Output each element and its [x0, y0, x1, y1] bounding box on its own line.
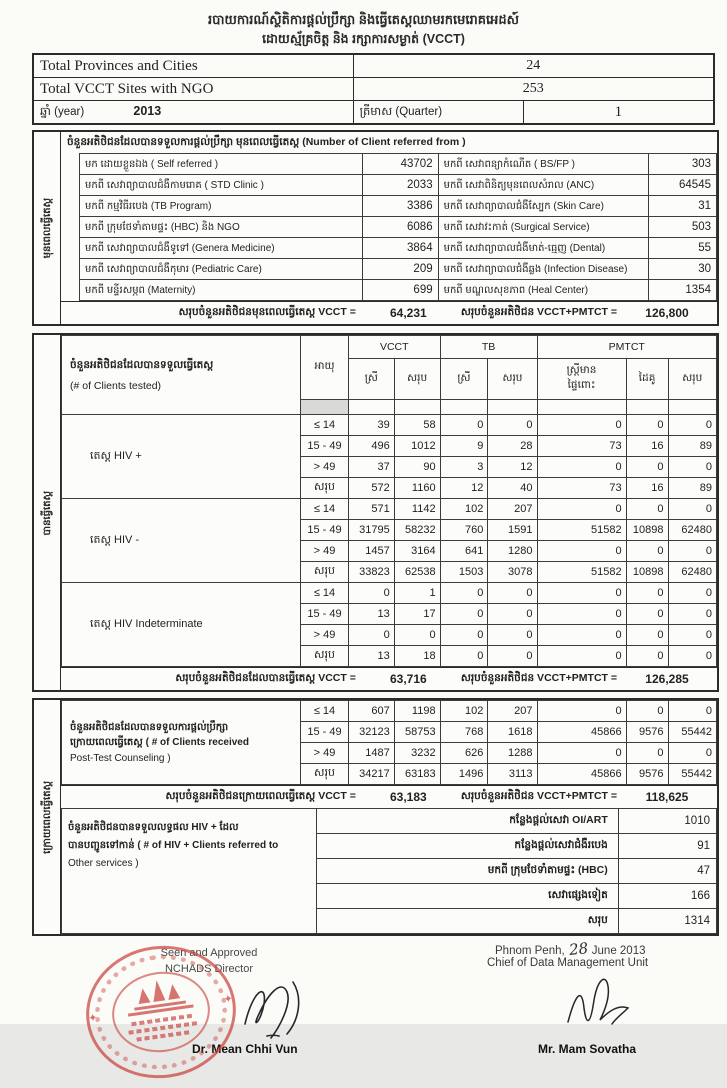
cell: 51582 — [537, 562, 626, 583]
referred-from-table — [79, 153, 717, 301]
cell: 0 — [668, 743, 717, 764]
table-row — [62, 809, 717, 834]
director-signature — [237, 972, 337, 1044]
tb-total-header: សរុប — [488, 359, 537, 400]
cell: 1457 — [348, 541, 394, 562]
report-title — [0, 0, 727, 48]
cell: 0 — [488, 415, 537, 436]
cell: 31795 — [348, 520, 394, 541]
cell: 16 — [626, 478, 668, 499]
table-row — [80, 196, 717, 217]
cell: 51582 — [537, 520, 626, 541]
cell: 0 — [668, 625, 717, 646]
referral-table — [61, 808, 717, 934]
cell: 15 - 49 — [301, 722, 349, 743]
total-sites-value: 253 — [353, 78, 714, 101]
cell: 58 — [394, 415, 440, 436]
cell: 1142 — [394, 499, 440, 520]
cell: 10898 — [626, 520, 668, 541]
cell: 3386 — [363, 196, 438, 217]
cell: មកពី សេវាពន្យាកំណើត ( BS/FP ) — [438, 154, 648, 175]
post-test-combined-label: សរុបចំនួនអតិថិជន VCCT+PMTCT = — [460, 789, 617, 802]
post-test-summary — [61, 785, 717, 808]
place-text: Phnom Penh, — [495, 945, 565, 958]
vcct-total-header: សរុប — [394, 359, 440, 400]
approval-line1: Seen and Approved — [160, 947, 258, 960]
cell: 0 — [488, 625, 537, 646]
hiv-indeterminate-group-label: តេស្ត HIV Indeterminate — [62, 583, 301, 667]
table-row — [62, 499, 717, 520]
cell: ≤ 14 — [301, 583, 349, 604]
cell: 0 — [668, 583, 717, 604]
year-cell — [33, 101, 353, 125]
cell: 0 — [668, 499, 717, 520]
chief-signature — [560, 968, 652, 1032]
cell: 12 — [440, 478, 488, 499]
cell: 0 — [626, 701, 668, 722]
cell: 9 — [440, 436, 488, 457]
cell: មកពី មណ្ឌលសុខភាព (Heal Center) — [438, 280, 648, 301]
cell: > 49 — [301, 541, 349, 562]
cell: 0 — [440, 604, 488, 625]
cell: 90 — [394, 457, 440, 478]
cell: 209 — [363, 259, 438, 280]
stamp-star-icon: ✦ — [87, 1012, 99, 1026]
cell: 1010 — [618, 809, 716, 834]
cell: 0 — [440, 583, 488, 604]
cell: មកពី សេវាពិនិត្យមុនពេលសំរាល (ANC) — [438, 175, 648, 196]
cell: 0 — [668, 646, 717, 667]
cell: 0 — [537, 457, 626, 478]
vcct-group-header: VCCT — [348, 336, 440, 359]
post-test-side-label: ក្រោយពេលធ្វើតេស្ត — [41, 780, 53, 854]
post-test-label: ចំនួនអតិថិជនដែលបានទទួលការផ្តល់ប្រឹក្សា ក្រោយពេលធ្វើតេស្ត ( # of Clients received Post-Test Counseling ) — [62, 701, 301, 785]
cell: 207 — [488, 701, 537, 722]
tested-header-en: (# of Clients tested) — [70, 379, 162, 392]
cell: 10898 — [626, 562, 668, 583]
cell: 0 — [348, 625, 394, 646]
nchads-red-stamp-icon — [78, 936, 245, 1088]
cell: 13 — [348, 646, 394, 667]
cell: 47 — [618, 859, 716, 884]
tested-header-label — [62, 336, 301, 415]
tested-header-km: ចំនួនអតិថិជនដែលបានទទួលធ្វើតេស្ត — [70, 358, 214, 371]
cell: 0 — [668, 541, 717, 562]
cell: មកពី សេវាព្យាបាលជំងឺកុមារ (Pediatric Care) — [80, 259, 363, 280]
post-test-total-value: 63,183 — [389, 790, 427, 805]
cell: 3078 — [488, 562, 537, 583]
tb-female-header: ស្រី — [440, 359, 488, 400]
pre-test-side-strip — [34, 132, 60, 324]
pre-test-side-label: មុនពេលធ្វើតេស្ត — [41, 198, 53, 259]
cell: 17 — [394, 604, 440, 625]
tested-combined-value: 126,285 — [645, 672, 689, 687]
cell: មកពី ក្រុមថែទាំតាមផ្ទះ (HBC) និង NGO — [80, 217, 363, 238]
cell: 0 — [626, 604, 668, 625]
cell: 166 — [618, 884, 716, 909]
year-label: ឆ្នាំ (year) — [40, 105, 85, 118]
total-provinces-value: 24 — [353, 54, 714, 78]
chief-name: Mr. Mam Sovatha — [538, 1042, 637, 1057]
cell: 3164 — [394, 541, 440, 562]
cell: 0 — [626, 743, 668, 764]
post-test-total-label: សរុបចំនួនអតិថិជនក្រោយពេលធ្វើតេស្ត VCCT = — [165, 789, 356, 802]
cell: 1288 — [488, 743, 537, 764]
quarter-value: 1 — [523, 101, 714, 125]
cell: 1 — [394, 583, 440, 604]
cell: 496 — [348, 436, 394, 457]
cell: 12 — [488, 457, 537, 478]
cell: កន្លែងផ្តល់សេវា OI/ART — [317, 809, 618, 834]
post-test-table — [61, 700, 717, 785]
cell: 45866 — [537, 764, 626, 785]
cell: សរុប — [301, 764, 349, 785]
cell: 15 - 49 — [301, 604, 349, 625]
tested-side-strip — [34, 335, 60, 690]
cell: 0 — [668, 415, 717, 436]
cell: 9576 — [626, 764, 668, 785]
cell: 0 — [537, 583, 626, 604]
cell: 15 - 49 — [301, 436, 349, 457]
cell: 55 — [648, 238, 716, 259]
tested-table — [61, 335, 717, 667]
pre-test-total-value: 64,231 — [389, 306, 427, 321]
cell: មកពី ក្រុមថែទាំតាមផ្ទះ (HBC) — [317, 859, 618, 884]
table-row — [80, 154, 717, 175]
cell: 32123 — [348, 722, 394, 743]
table-row — [80, 175, 717, 196]
cell: 0 — [626, 499, 668, 520]
cell: 89 — [668, 478, 717, 499]
cell: 1160 — [394, 478, 440, 499]
cell: 62538 — [394, 562, 440, 583]
cell: 30 — [648, 259, 716, 280]
tested-total-label: សរុបចំនួនអតិថិជនដែលបានធ្វើតេស្ត VCCT = — [175, 671, 356, 684]
table-row — [33, 101, 714, 125]
cell: 607 — [348, 701, 394, 722]
report-title-line2: ដោយស្ម័គ្រចិត្ត និង រក្សាការសម្ងាត់ (VCCT) — [262, 31, 465, 46]
table-row — [80, 217, 717, 238]
cell: 58753 — [394, 722, 440, 743]
tested-combined-label: សរុបចំនួនអតិថិជន VCCT+PMTCT = — [460, 671, 617, 684]
cell: មកពី សេវាព្យាបាលជំងឺឆ្លង (Infection Disease) — [438, 259, 648, 280]
post-test-combined-value: 118,625 — [645, 790, 689, 805]
cell: 28 — [488, 436, 537, 457]
cell: 3113 — [488, 764, 537, 785]
cell: ≤ 14 — [301, 701, 349, 722]
approval-line2: NCHADS Director — [164, 963, 253, 976]
pre-test-section — [32, 130, 719, 326]
chief-role: Chief of Data Management Unit — [487, 957, 649, 970]
cell: 58232 — [394, 520, 440, 541]
cell: 62480 — [668, 562, 717, 583]
cell: 0 — [488, 583, 537, 604]
cell: 0 — [668, 457, 717, 478]
cell: 3 — [440, 457, 488, 478]
pre-test-title: ចំនួនអតិថិជនដែលបានទទួលការផ្តល់ប្រឹក្សា មុនពេលធ្វើតេស្ត (Number of Client referred from ) — [67, 136, 466, 149]
cell: 0 — [626, 625, 668, 646]
table-row — [62, 415, 717, 436]
cell: 641 — [440, 541, 488, 562]
cell: 102 — [440, 499, 488, 520]
pmtct-partner-header: ដៃគូ — [626, 359, 668, 400]
total-sites-label: Total VCCT Sites with NGO — [33, 78, 353, 101]
cell: សេវាផ្សេងទៀត — [317, 884, 618, 909]
table-row — [80, 280, 717, 301]
pmtct-group-header: PMTCT — [537, 336, 716, 359]
referral-label: ចំនួនអតិថិជនបានទទួលលទ្ធផល HIV + ដែល បានបញ្ជូនទៅកាន់ ( # of HIV + Clients referred to Other services ) — [62, 809, 317, 934]
date-text: June 2013 — [591, 945, 646, 958]
cell: 1591 — [488, 520, 537, 541]
cell: 3232 — [394, 743, 440, 764]
cell: សរុប — [301, 646, 349, 667]
year-value: 2013 — [133, 103, 162, 118]
cell: 33823 — [348, 562, 394, 583]
cell: 13 — [348, 604, 394, 625]
cell: 0 — [626, 415, 668, 436]
cell: 18 — [394, 646, 440, 667]
cell: 102 — [440, 701, 488, 722]
cell: មកពី កម្មវិធីរបេង (TB Program) — [80, 196, 363, 217]
cell: ≤ 14 — [301, 415, 349, 436]
cell: 0 — [488, 604, 537, 625]
cell: មកពី សេវាព្យាបាលជំងឺស្បែក (Skin Care) — [438, 196, 648, 217]
cell: 31 — [648, 196, 716, 217]
cell: 0 — [626, 583, 668, 604]
table-row — [33, 54, 714, 78]
cell: 73 — [537, 436, 626, 457]
post-test-side-strip — [34, 700, 60, 934]
cell: > 49 — [301, 457, 349, 478]
director-name: Dr. Mean Chhi Vun — [192, 1042, 298, 1057]
total-provinces-label: Total Provinces and Cities — [33, 54, 353, 78]
cell: 1198 — [394, 701, 440, 722]
cell: 303 — [648, 154, 716, 175]
cell: 39 — [348, 415, 394, 436]
cell: 0 — [440, 625, 488, 646]
quarter-label: ត្រីមាស (Quarter) — [353, 101, 523, 125]
cell: 626 — [440, 743, 488, 764]
hiv-negative-group-label: តេស្ត HIV - — [62, 499, 301, 583]
tested-side-label: បានធ្វើតេស្ត — [41, 490, 53, 535]
pre-test-total-label: សរុបចំនួនអតិថិជនមុនពេលធ្វើតេស្ត VCCT = — [178, 305, 356, 318]
cell: 0 — [537, 701, 626, 722]
table-row — [80, 238, 717, 259]
cell: 45866 — [537, 722, 626, 743]
cell: 55442 — [668, 722, 717, 743]
cell: 0 — [537, 604, 626, 625]
spacer-cell — [301, 400, 349, 415]
cell: 2033 — [363, 175, 438, 196]
cell: 9576 — [626, 722, 668, 743]
cell: 1618 — [488, 722, 537, 743]
cell: 503 — [648, 217, 716, 238]
cell: ≤ 14 — [301, 499, 349, 520]
cell: មកពី មន្ទីរសម្ភព (Maternity) — [80, 280, 363, 301]
tested-summary — [61, 667, 717, 690]
cell: 73 — [537, 478, 626, 499]
cell: មក ដោយខ្លួនឯង ( Self referred ) — [80, 154, 363, 175]
cell: 0 — [626, 541, 668, 562]
cell: 3864 — [363, 238, 438, 259]
cell: មកពី សេវាព្យាបាលជំងឺកាមរោគ ( STD Clinic ) — [80, 175, 363, 196]
cell: 0 — [440, 415, 488, 436]
table-row — [62, 701, 717, 722]
cell: 1496 — [440, 764, 488, 785]
cell: 91 — [618, 834, 716, 859]
cell: សរុប — [301, 562, 349, 583]
cell: 0 — [537, 415, 626, 436]
cell: 768 — [440, 722, 488, 743]
cell: 0 — [537, 646, 626, 667]
table-row — [33, 78, 714, 101]
age-column-header: អាយុ — [301, 336, 349, 400]
table-row — [62, 583, 717, 604]
table-row — [80, 259, 717, 280]
cell: 63183 — [394, 764, 440, 785]
cell: 0 — [348, 583, 394, 604]
tb-group-header: TB — [440, 336, 537, 359]
vcct-female-header: ស្រី — [348, 359, 394, 400]
cell: 6086 — [363, 217, 438, 238]
cell: 40 — [488, 478, 537, 499]
cell: 16 — [626, 436, 668, 457]
signature-footer — [32, 938, 695, 1084]
date-line — [495, 940, 646, 958]
cell: 1280 — [488, 541, 537, 562]
cell: > 49 — [301, 625, 349, 646]
pmtct-total-header: សរុប — [668, 359, 717, 400]
cell: 89 — [668, 436, 717, 457]
cell: សរុប — [317, 909, 618, 934]
summary-info-table — [32, 53, 715, 125]
cell: 34217 — [348, 764, 394, 785]
tested-section — [32, 333, 719, 692]
cell: 1314 — [618, 909, 716, 934]
cell: 760 — [440, 520, 488, 541]
cell: 0 — [537, 541, 626, 562]
report-title-line1: របាយការណ៍ស្ថិតិការផ្តល់ប្រឹក្សា និងធ្វើតេស្តឈាមរកមេរោគអេដស៍ — [207, 12, 520, 27]
cell: 1354 — [648, 280, 716, 301]
cell: 0 — [394, 625, 440, 646]
cell: 1503 — [440, 562, 488, 583]
cell: 37 — [348, 457, 394, 478]
cell: 0 — [668, 604, 717, 625]
handwritten-day: 28 — [567, 939, 589, 960]
cell: មកពី សេវាព្យាបាលជំងឺមាត់-ធ្មេញ (Dental) — [438, 238, 648, 259]
cell: 0 — [668, 701, 717, 722]
cell: 43702 — [363, 154, 438, 175]
cell: 0 — [440, 646, 488, 667]
cell: 62480 — [668, 520, 717, 541]
cell: 55442 — [668, 764, 717, 785]
tested-total-value: 63,716 — [389, 672, 427, 687]
cell: 15 - 49 — [301, 520, 349, 541]
post-test-section — [32, 698, 719, 936]
pmtct-pregnant-header: ស្ត្រីមាន ផ្ទៃពោះ — [537, 359, 626, 400]
pre-test-summary — [61, 301, 717, 324]
cell: 0 — [537, 499, 626, 520]
cell: មកពី សេវាវះកាត់ (Surgical Service) — [438, 217, 648, 238]
cell: 1012 — [394, 436, 440, 457]
cell: 0 — [626, 457, 668, 478]
cell: 0 — [537, 743, 626, 764]
pre-test-combined-value: 126,800 — [645, 306, 689, 321]
hiv-positive-group-label: តេស្ត HIV + — [62, 415, 301, 499]
cell: 207 — [488, 499, 537, 520]
cell: 572 — [348, 478, 394, 499]
cell: 571 — [348, 499, 394, 520]
cell: សរុប — [301, 478, 349, 499]
table-row — [62, 336, 717, 359]
cell: 0 — [488, 646, 537, 667]
cell: មកពី សេវាព្យាបាលជំងឺទូទៅ (Genera Medicine) — [80, 238, 363, 259]
cell: 1487 — [348, 743, 394, 764]
stamp-star-icon: ✦ — [222, 993, 234, 1007]
cell: កន្លែងផ្តល់សេវាជំងឺរបេង — [317, 834, 618, 859]
cell: 0 — [626, 646, 668, 667]
cell: > 49 — [301, 743, 349, 764]
cell: 64545 — [648, 175, 716, 196]
cell: 699 — [363, 280, 438, 301]
cell: 0 — [537, 625, 626, 646]
pre-test-combined-label: សរុបចំនួនអតិថិជន VCCT+PMTCT = — [460, 305, 617, 318]
